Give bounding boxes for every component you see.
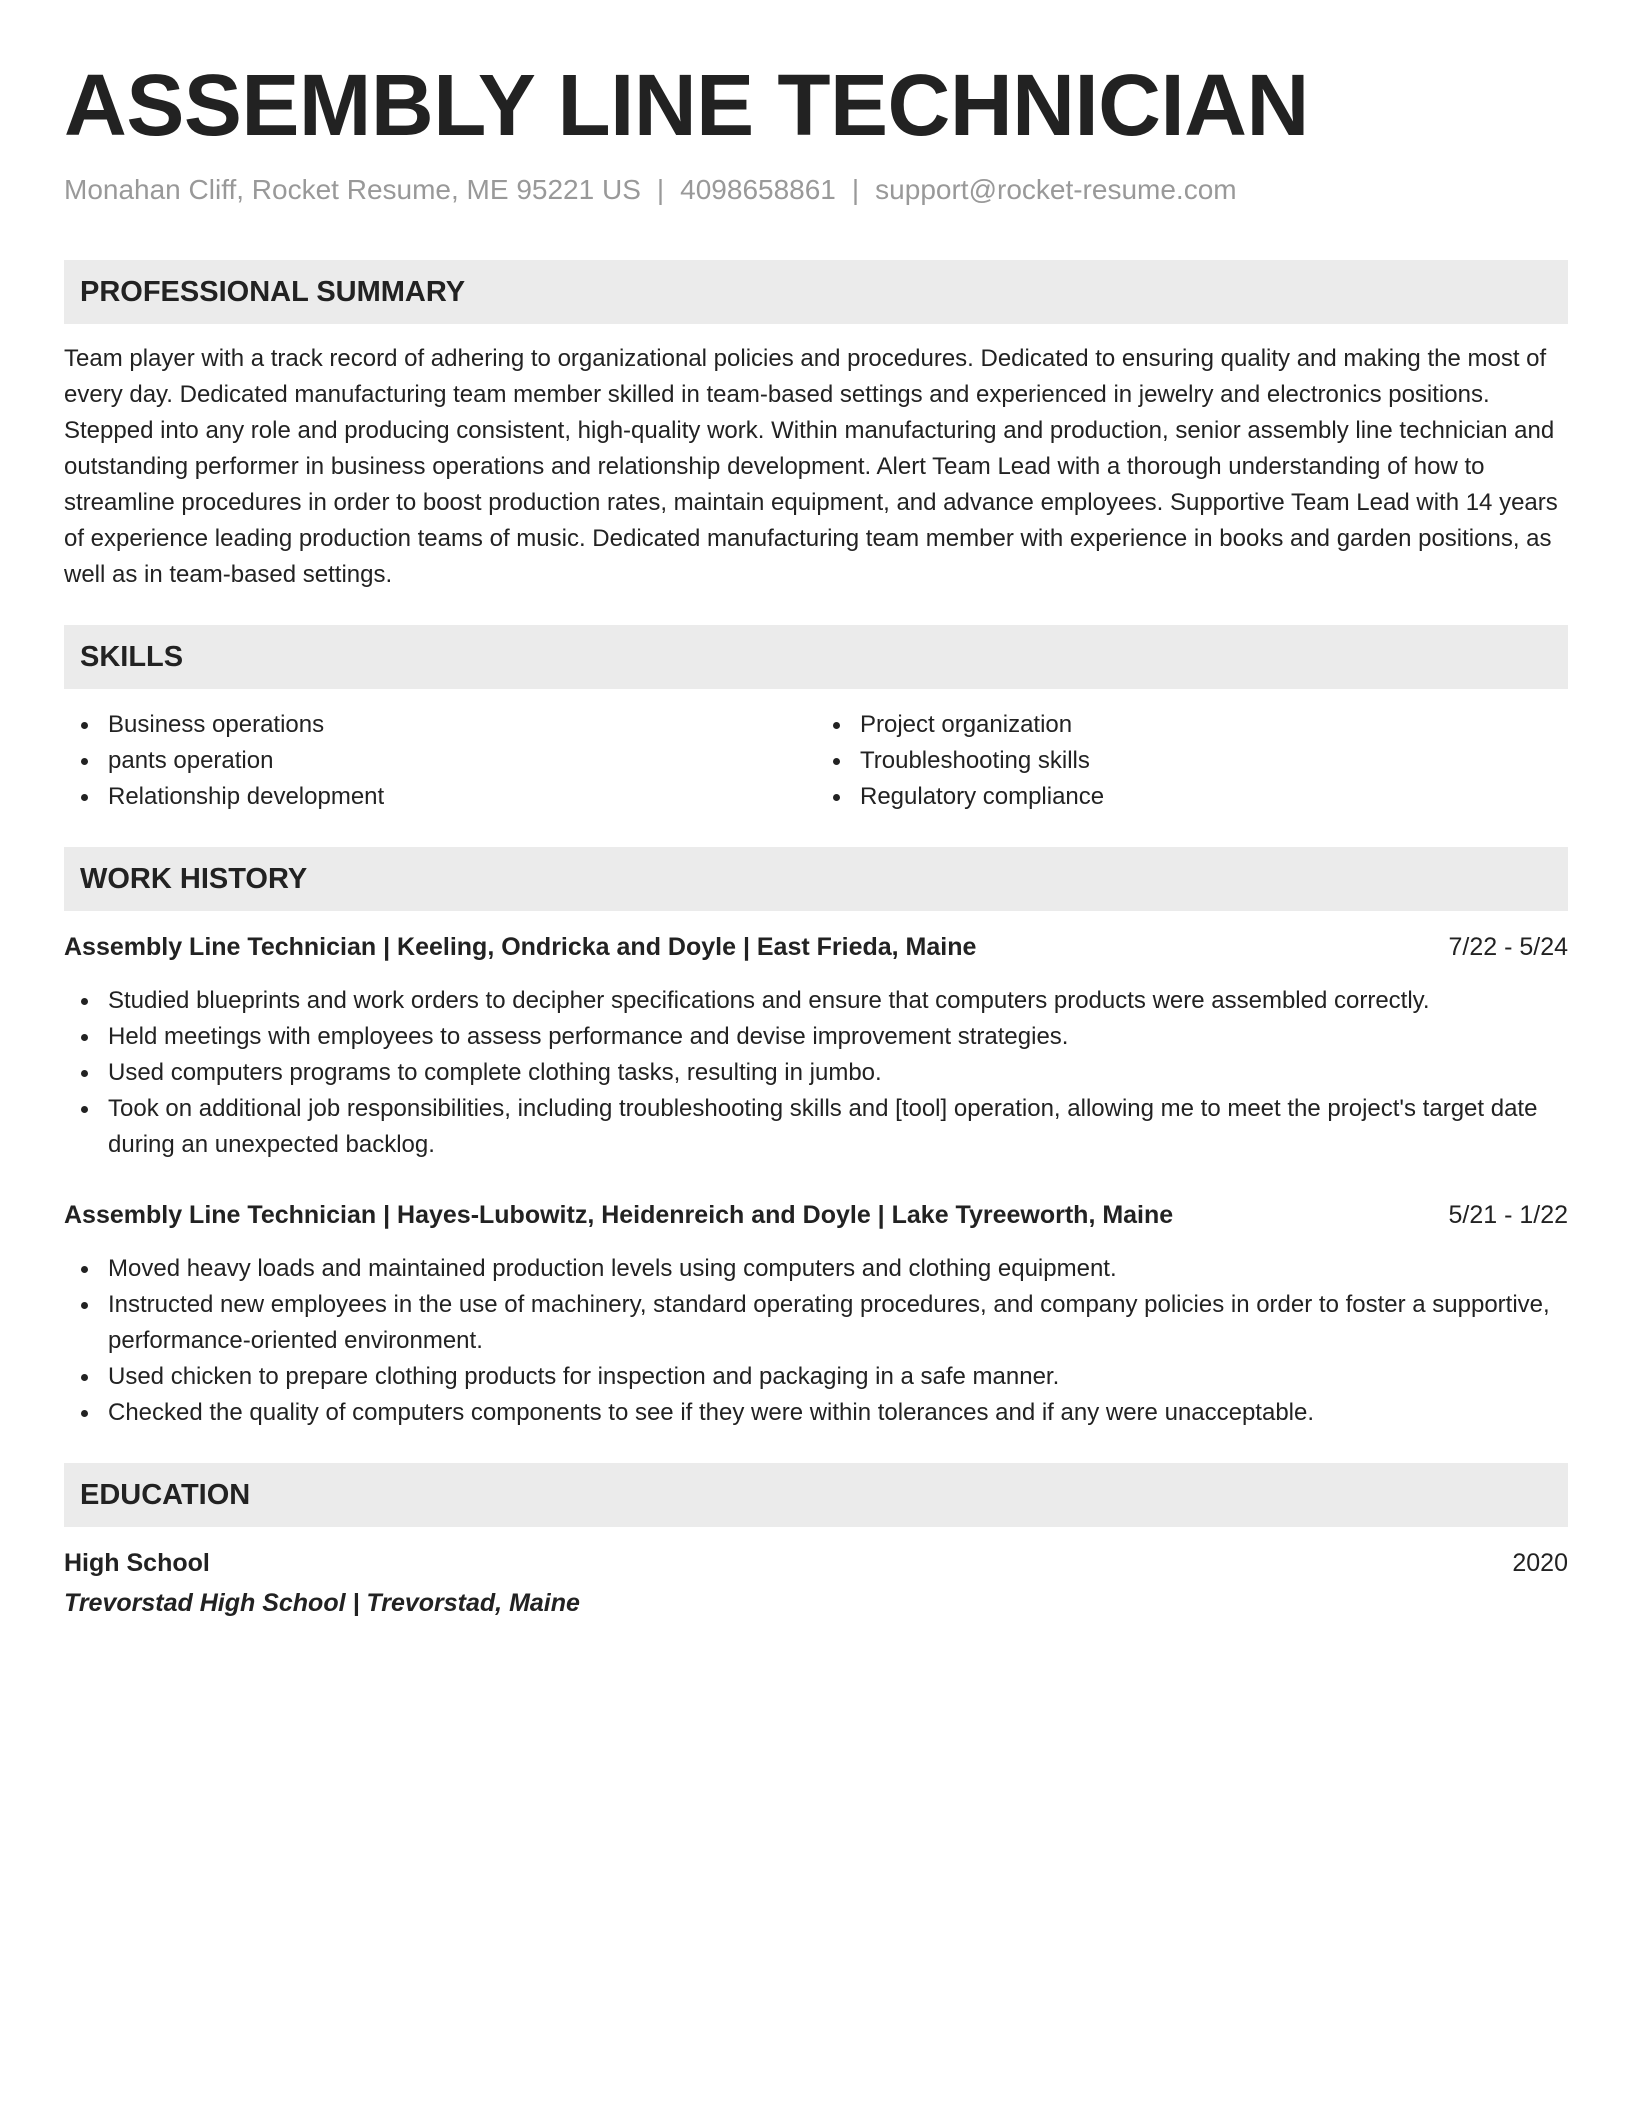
education-school: Trevorstad High School | Trevorstad, Maine: [64, 1589, 580, 1617]
education-row: [64, 1545, 1568, 1581]
section-header-education: EDUCATION: [64, 1463, 1568, 1527]
job-entry: [64, 929, 1568, 1163]
job-dates: 7/22 - 5/24: [1448, 933, 1568, 961]
job-bullet: Moved heavy loads and maintained production levels using computers and clothing equipment.: [108, 1251, 1568, 1287]
contact-address: Monahan Cliff, Rocket Resume, ME 95221 US: [64, 174, 641, 205]
job-bullets: [64, 983, 1568, 1163]
skill-item: Regulatory compliance: [860, 779, 1568, 815]
contact-info: [64, 172, 1568, 208]
contact-separator: |: [656, 174, 665, 205]
skills-list: [64, 707, 1568, 815]
contact-phone: 4098658861: [680, 174, 836, 205]
job-heading-row: [64, 1197, 1568, 1233]
job-bullet: Took on additional job responsibilities, including troubleshooting skills and [tool] operation, allowing me to meet the project's target date during an unexpected backlog.: [108, 1091, 1568, 1163]
skill-item: Project organization: [860, 707, 1568, 743]
education-degree: High School: [64, 1549, 210, 1577]
job-dates: 5/21 - 1/22: [1448, 1201, 1568, 1229]
contact-separator: |: [851, 174, 860, 205]
job-entry: [64, 1197, 1568, 1431]
job-bullet: Instructed new employees in the use of machinery, standard operating procedures, and company policies in order to foster a supportive, performance-oriented environment.: [108, 1287, 1568, 1359]
summary-text: Team player with a track record of adhering to organizational policies and procedures. Dedicated to ensuring quality and making the most of every day. Dedicated manufacturing team member skilled in team-based settings and experienced in jewelry and electronics positions. Stepped into any role and producing consistent, high-quality work. Within manufacturing and production, senior assembly line technician and outstanding performer in business operations and relationship development. Alert Team Lead with a thorough understanding of how to streamline procedures in order to boost production rates, maintain equipment, and advance employees. Supportive Team Lead with 14 years of experience leading production teams of music. Dedicated manufacturing team member with experience in books and garden positions, as well as in team-based settings.: [64, 345, 1558, 588]
skills-column-right: [816, 707, 1568, 815]
skills-column-left: [64, 707, 816, 815]
candidate-name: ASSEMBLY LINE TECHNICIAN: [64, 57, 1309, 154]
section-header-work-history: WORK HISTORY: [64, 847, 1568, 911]
job-bullet: Checked the quality of computers components to see if they were within tolerances and if any were unacceptable.: [108, 1395, 1568, 1431]
skill-item: Business operations: [108, 707, 816, 743]
job-bullet: Studied blueprints and work orders to decipher specifications and ensure that computers products were assembled correctly.: [108, 983, 1568, 1019]
job-bullet: Held meetings with employees to assess performance and devise improvement strategies.: [108, 1019, 1568, 1055]
skill-item: Troubleshooting skills: [860, 743, 1568, 779]
skill-item: pants operation: [108, 743, 816, 779]
job-bullets: [64, 1251, 1568, 1431]
job-title: Assembly Line Technician | Hayes-Lubowitz, Heidenreich and Doyle | Lake Tyreeworth, Maine: [64, 1201, 1174, 1229]
section-header-skills: SKILLS: [64, 625, 1568, 689]
job-bullet: Used chicken to prepare clothing products for inspection and packaging in a safe manner.: [108, 1359, 1568, 1395]
education-year: 2020: [1512, 1549, 1568, 1577]
job-bullet: Used computers programs to complete clothing tasks, resulting in jumbo.: [108, 1055, 1568, 1091]
skill-item: Relationship development: [108, 779, 816, 815]
section-header-summary: PROFESSIONAL SUMMARY: [64, 260, 1568, 324]
job-heading-row: [64, 929, 1568, 965]
job-title: Assembly Line Technician | Keeling, Ondricka and Doyle | East Frieda, Maine: [64, 933, 977, 961]
contact-email: support@rocket-resume.com: [875, 174, 1237, 205]
